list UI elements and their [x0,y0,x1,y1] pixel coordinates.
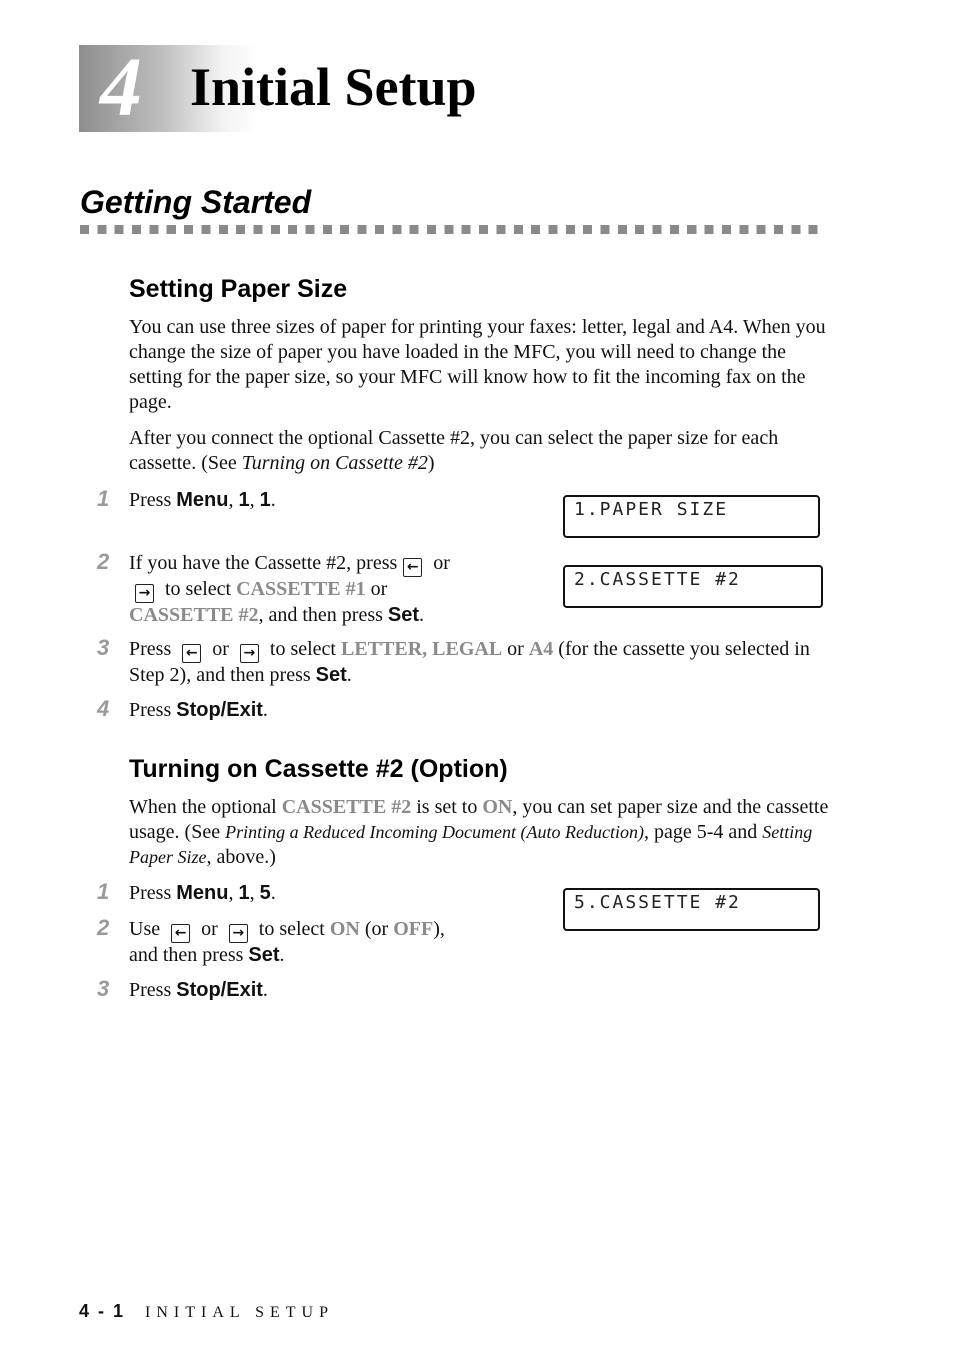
right-arrow-key-icon: → [240,644,259,663]
left-arrow-key-icon: ← [182,644,201,663]
step-number: 3 [97,635,110,660]
left-arrow-key-icon: ← [171,924,190,943]
step-number: 3 [97,976,110,1001]
step-number: 1 [97,879,110,904]
step-text: Press Stop/Exit. [129,979,268,1001]
page-footer [79,1299,334,1325]
heading-turning-on-cassette: Turning on Cassette #2 (Option) [129,755,508,783]
step-number: 2 [97,549,110,574]
step-text: Use ← or → to select ON (or OFF), and then press Set. [129,918,445,966]
right-arrow-key-icon: → [229,924,248,943]
step-number: 4 [97,696,110,721]
left-arrow-key-icon: ← [403,558,422,577]
step-number: 1 [97,486,110,511]
lcd-display: 2.CASSETTE #2 [563,565,823,608]
paper-size-para2 [129,426,829,476]
paper-size-intro [129,315,829,415]
para2-text: After you connect the optional Cassette #2, you can select the paper size for each cassette. (See [129,427,779,474]
footer-title: INITIAL SETUP [145,1304,334,1321]
step-text: Press Stop/Exit. [129,699,268,721]
step-text: Press ← or → to select LETTER, LEGAL or A4 (for the cassette you selected in Step 2), and then press Set. [129,638,810,686]
lcd-display: 1.PAPER SIZE [563,495,820,538]
page-number: 4 - 1 [79,1301,126,1321]
step-text: If you have the Cassette #2, press ← or → to select CASSETTE #1 or CASSETTE #2, and then press Set. [129,552,450,626]
para2-reference: Turning on Cassette #2 [241,452,428,474]
chapter-title: Initial Setup [190,57,477,117]
para2-end: ) [427,452,435,474]
section-title: Getting Started [80,184,312,220]
heading-setting-paper-size: Setting Paper Size [129,275,348,303]
cassette-intro: When the optional CASSETTE #2 is set to ON, you can set paper size and the cassette usage. (See Printing a Reduced Incoming Document (Auto Reduction), page 5-4 and Setting Paper Size, above.) [129,796,829,868]
chapter-number: 4 [100,41,142,134]
section-divider [80,225,822,234]
paper-size-para1: You can use three sizes of paper for printing your faxes: letter, legal and A4. When you change the size of paper you have loaded in the MFC, you will need to change the setting for the paper size, so your MFC will know how to fit the incoming fax on the page. [129,316,826,413]
lcd-display: 5.CASSETTE #2 [563,888,820,931]
step-text: Press Menu, 1, 5. [129,882,276,904]
step-number: 2 [97,915,110,940]
step-text: Press Menu, 1, 1. [129,489,276,511]
right-arrow-key-icon: → [135,584,154,603]
